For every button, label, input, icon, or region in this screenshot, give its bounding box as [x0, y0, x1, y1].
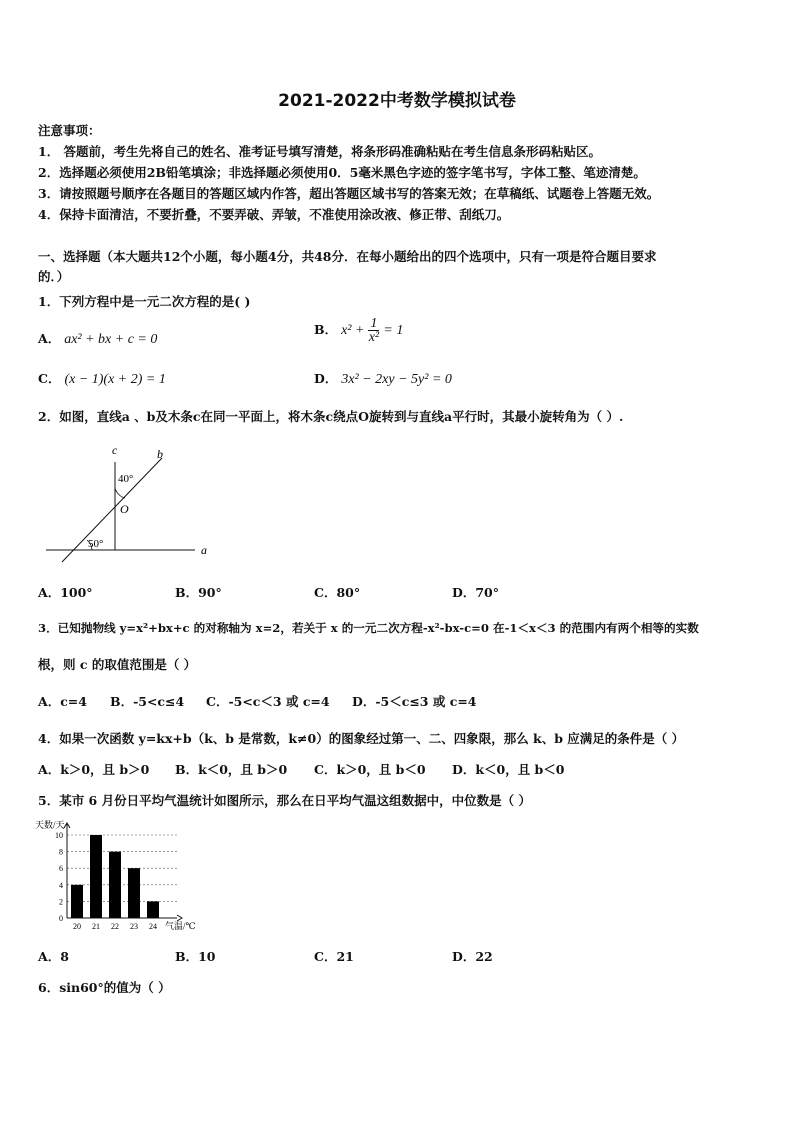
q5-option-c: C．21	[314, 949, 354, 964]
q1-option-c-expr: (x − 1)(x + 2) = 1	[64, 372, 166, 387]
label-b: b	[157, 447, 163, 461]
q4-option-b: B．k＜0，且 b＞0	[175, 762, 288, 777]
temperature-bar-chart	[32, 815, 207, 935]
q3-stem-line1: 3．已知抛物线 y=x²+bx+c 的对称轴为 x=2，若关于 x 的一元二次方程-x²-bx-c=0 在-1＜x＜3 的范围内有两个相等的实数	[38, 621, 699, 635]
q1-option-d-label: D．	[314, 371, 338, 386]
bar-21	[90, 835, 102, 918]
notice-item-4: 4．保持卡面清洁，不要折叠，不要弄破、弄皱，不准使用涂改液、修正带、刮纸刀。	[38, 207, 510, 222]
q1-option-a-expr: ax² + bx + c = 0	[64, 332, 158, 347]
line-b	[62, 458, 162, 562]
q2-option-c: C．80°	[314, 585, 361, 600]
q5-option-a: A．8	[38, 949, 69, 964]
q3-option-c: C．-5<c＜3 或 c=4	[206, 694, 330, 709]
label-c: c	[112, 443, 118, 457]
q1-option-b-pre: x² +	[341, 323, 365, 338]
bar-24	[147, 901, 159, 918]
y-tick-label: 2	[59, 897, 63, 907]
q1-option-a	[38, 329, 157, 348]
notice-heading: 注意事项：	[38, 123, 101, 138]
y-tick-label: 6	[59, 864, 63, 874]
q1-option-b-fraction	[368, 317, 379, 344]
q1-option-d	[314, 369, 452, 388]
notice-item-2: 2．选择题必须使用2B铅笔填涂；非选择题必须使用0．5毫米黑色字迹的签字笔书写，字体工整、笔迹清楚。	[38, 165, 646, 180]
label-o: O	[120, 502, 129, 516]
bar-22	[109, 852, 121, 918]
q1-option-d-expr: 3x² − 2xy − 5y² = 0	[341, 372, 452, 387]
section-heading-cont: 的．）	[38, 269, 70, 284]
q2-option-a: A．100°	[38, 585, 93, 600]
q5-stem: 5．某市 6 月份日平均气温统计如图所示，那么在日平均气温这组数据中，中位数是（ ）	[38, 793, 531, 808]
q2-stem: 2．如图，直线a 、b及木条c在同一平面上，将木条c绕点O旋转到与直线a平行时，其最小旋转角为（ ）.	[38, 409, 624, 424]
q4-option-d: D．k＜0，且 b＜0	[452, 762, 565, 777]
q4-stem: 4．如果一次函数 y=kx+b（k、b 是常数，k≠0）的图象经过第一、二、四象限，那么 k、b 应满足的条件是（ ）	[38, 731, 685, 746]
q3-option-b: B．-5<c≤4	[110, 694, 185, 709]
q1-option-b-label: B．	[314, 322, 338, 337]
q2-option-b: B．90°	[175, 585, 222, 600]
q1-option-b-numerator: 1	[370, 316, 378, 331]
y-tick-label: 0	[59, 914, 63, 923]
q1-option-b	[314, 317, 403, 344]
q1-option-c	[38, 369, 166, 388]
x-tick-label: 20	[73, 922, 81, 931]
q5-option-b: B．10	[175, 949, 216, 964]
x-tick-label: 24	[149, 922, 157, 931]
y-tick-label: 4	[59, 880, 63, 890]
bar-23	[128, 868, 140, 918]
y-tick-label: 8	[59, 847, 63, 857]
angle-label-top: 40°	[118, 473, 134, 485]
angle-label-bottom: 50°	[88, 538, 104, 550]
x-tick-label: 23	[130, 922, 138, 931]
q2-option-d: D．70°	[452, 585, 499, 600]
x-axis-title: 气温/℃	[165, 921, 196, 931]
notice-item-1: 1． 答题前，考生先将自己的姓名、准考证号填写清楚，将条形码准确粘贴在考生信息条形码粘贴区。	[38, 144, 602, 159]
q1-option-b-post: = 1	[383, 323, 404, 338]
q1-option-b-denominator: x²	[368, 330, 380, 345]
q5-option-d: D．22	[452, 949, 493, 964]
angle-arc-top	[115, 488, 125, 498]
q6-stem: 6．sin60°的值为（ ）	[38, 980, 171, 995]
q1-option-a-label: A．	[38, 331, 61, 346]
x-tick-label: 22	[111, 922, 119, 931]
section-heading: 一、选择题（本大题共12个小题，每小题4分，共48分．在每小题给出的四个选项中，只有一项是符合题目要求	[38, 249, 657, 264]
q1-stem: 1．下列方程中是一元二次方程的是( )	[38, 294, 251, 309]
q3-option-d: D．-5＜c≤3 或 c=4	[352, 694, 477, 709]
q1-option-c-label: C．	[38, 371, 61, 386]
x-tick-label: 21	[92, 922, 100, 931]
y-tick-label: 10	[55, 831, 63, 840]
label-a: a	[201, 543, 207, 557]
exam-title: 2021-2022中考数学模拟试卷	[278, 91, 516, 111]
q3-option-a: A．c=4	[38, 694, 87, 709]
q4-option-c: C．k＞0，且 b＜0	[314, 762, 426, 777]
q4-option-a: A．k＞0，且 b＞0	[38, 762, 150, 777]
q2-figure	[40, 440, 230, 565]
y-axis-title: 天数/天	[35, 820, 65, 830]
notice-item-3: 3．请按照题号顺序在各题目的答题区域内作答，超出答题区域书写的答案无效；在草稿纸、试题卷上答题无效。	[38, 186, 660, 201]
q3-stem-line2: 根，则 c 的取值范围是（ ）	[38, 657, 197, 672]
bar-20	[71, 885, 83, 918]
